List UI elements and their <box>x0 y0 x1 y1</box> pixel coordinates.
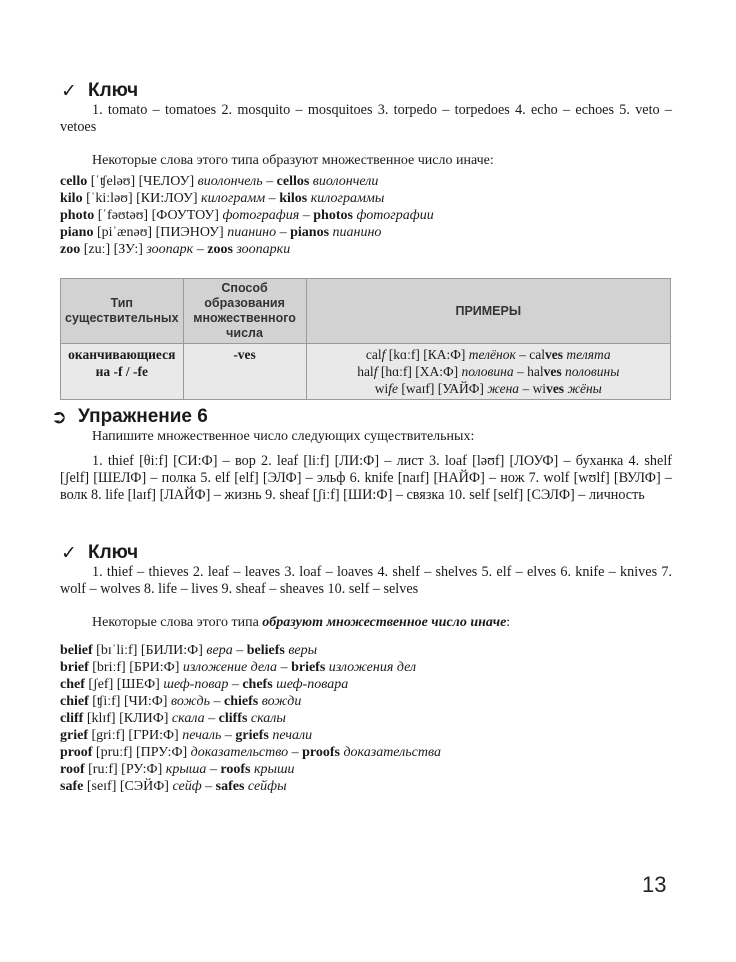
dash: – <box>201 779 216 794</box>
example-transcription: [waɪf] [УАЙФ] <box>397 381 488 396</box>
exercise-section <box>50 406 672 505</box>
table-header-row <box>61 279 671 344</box>
exception-list-2 <box>60 642 672 795</box>
rule-table <box>60 278 671 400</box>
plural-word: roofs <box>220 762 251 777</box>
word: proof <box>60 745 93 760</box>
translation: вера <box>206 643 233 658</box>
translation: сейф <box>172 779 202 794</box>
key-heading-2 <box>60 542 672 564</box>
word: cello <box>60 174 88 189</box>
plural-word: cliffs <box>218 711 248 726</box>
plural-word: kilos <box>279 191 308 206</box>
example-transcription: [kɑːf] [КА:Ф] <box>385 347 469 362</box>
plural-translation: сейфы <box>244 779 287 794</box>
note-intro-1: Некоторые слова этого типа образуют множественное число иначе: <box>92 153 494 168</box>
dash: – <box>193 242 208 257</box>
plural-word: pianos <box>290 225 330 240</box>
dash: – <box>210 694 224 709</box>
list-item <box>60 224 672 241</box>
example-translation: жена <box>487 381 520 396</box>
plural-translation: изложения дел <box>325 660 417 675</box>
translation: изложение дела <box>182 660 278 675</box>
exercise-title: Упражнение 6 <box>78 406 208 427</box>
plural-translation: печали <box>268 728 313 743</box>
transcription: [ˈʧeləʊ] [ЧЕЛОУ] <box>87 174 198 189</box>
example-stem: wi <box>374 381 389 396</box>
example-plural-translation: половины <box>561 364 620 379</box>
word: photo <box>60 208 95 223</box>
transcription: [seɪf] [СЭЙФ] <box>83 779 173 794</box>
note-intro-2 <box>60 614 672 631</box>
example-ending: f <box>373 364 378 379</box>
transcription: [pruːf] [ПРУ:Ф] <box>92 745 191 760</box>
header-method: Способ образования множественного числа <box>183 279 306 344</box>
dash: – <box>277 660 292 675</box>
rule-table-wrap <box>60 278 671 400</box>
checkmark-icon: ✓ <box>61 542 77 564</box>
plural-translation: килограммы <box>307 191 385 206</box>
translation: фотография <box>222 208 300 223</box>
plural-translation: зоопарки <box>232 242 291 257</box>
cell-examples <box>306 344 670 400</box>
note-section-1 <box>60 152 672 258</box>
plural-translation: вожди <box>258 694 302 709</box>
list-item <box>60 659 672 676</box>
plural-translation: фотографии <box>352 208 434 223</box>
list-item <box>60 207 672 224</box>
example-line <box>311 380 666 397</box>
dash: – <box>232 643 247 658</box>
example-plural-ending: ves <box>546 381 565 396</box>
plural-word: photos <box>313 208 353 223</box>
word: belief <box>60 643 93 658</box>
exercise-text: 1. thief [θiːf] [СИ:Ф] – вор 2. leaf [liːf] [ЛИ:Ф] – лист 3. loaf [ləʊf] [ЛОУФ] – буханка 4. shelf [ʃelf] [ШЕЛФ] – полка 5. elf [elf] [ЭЛФ] – эльф 6. knife [naɪf] [НАЙФ] – нож 7. wolf [wʊlf] [ВУЛФ] – волк 8. life [laɪf] [ЛАЙФ] – жизнь 9. sheaf [ʃiːf] [ШИ:Ф] – связка 10. self [self] [СЭЛФ] – личность <box>60 453 672 504</box>
example-ending: fe <box>388 381 398 396</box>
translation: вождь <box>170 694 210 709</box>
example-transcription: [hɑːf] [ХА:Ф] <box>377 364 462 379</box>
key-title-1: Ключ <box>88 80 139 101</box>
key-section-2 <box>60 542 672 598</box>
dash: – <box>276 225 291 240</box>
example-line <box>311 363 666 380</box>
example-stem: hal <box>357 364 374 379</box>
transcription: [zuː] [ЗУ:] <box>80 242 147 257</box>
plural-word: chefs <box>242 677 273 692</box>
note-section-2 <box>60 614 672 795</box>
translation: килограмм <box>201 191 266 206</box>
word: brief <box>60 660 89 675</box>
plural-translation: шеф-повара <box>272 677 349 692</box>
example-translation: половина <box>461 364 514 379</box>
dash: – <box>262 174 277 189</box>
transcription: [ˈfəʊtəʊ] [ФОУТОУ] <box>94 208 223 223</box>
plural-word: safes <box>215 779 245 794</box>
exception-list-1 <box>60 173 672 258</box>
plural-translation: пианино <box>329 225 382 240</box>
transcription: [ʃef] [ШЕФ] <box>84 677 164 692</box>
plural-word: briefs <box>291 660 326 675</box>
transcription: [klɪf] [КЛИФ] <box>83 711 172 726</box>
example-ending: f <box>381 347 386 362</box>
intro-end: : <box>506 615 511 630</box>
list-item <box>60 744 672 761</box>
intro-emphasis: образуют множественное число иначе <box>262 615 507 630</box>
list-item <box>60 190 672 207</box>
key-section-1 <box>60 80 672 136</box>
word: safe <box>60 779 84 794</box>
key-answers-2: 1. thief – thieves 2. leaf – leaves 3. loaf – loaves 4. shelf – shelves 5. elf – elves 6. knife – knives 7. wolf – wolves 8. life – lives 9. sheaf – sheaves 10. self – selves <box>60 564 672 598</box>
plural-translation: веры <box>284 643 318 658</box>
key-title-2: Ключ <box>88 542 139 563</box>
list-item <box>60 778 672 795</box>
transcription: [ʧiːf] [ЧИ:Ф] <box>88 694 171 709</box>
translation: виолончель <box>197 174 263 189</box>
word: chef <box>60 677 85 692</box>
example-translation: телёнок <box>468 347 516 362</box>
plural-word: griefs <box>235 728 269 743</box>
transcription: [briːf] [БРИ:Ф] <box>88 660 183 675</box>
dash: – <box>288 745 303 760</box>
transcription: [piˈænəʊ] [ПИЭНОУ] <box>93 225 228 240</box>
plural-word: proofs <box>302 745 340 760</box>
example-plural-translation: телята <box>563 347 611 362</box>
plural-word: cellos <box>276 174 310 189</box>
word: zoo <box>60 242 81 257</box>
plural-translation: виолончели <box>309 174 379 189</box>
plural-translation: скалы <box>247 711 286 726</box>
word: cliff <box>60 711 84 726</box>
plural-translation: крыши <box>250 762 295 777</box>
translation: крыша <box>165 762 207 777</box>
dash: – <box>265 191 280 206</box>
transcription: [ˈkiːləʊ] [КИ:ЛОУ] <box>82 191 202 206</box>
transcription: [griːf] [ГРИ:Ф] <box>87 728 183 743</box>
example-line <box>311 346 666 363</box>
key-answers-1: 1. tomato – tomatoes 2. mosquito – mosquitoes 3. torpedo – torpedoes 4. echo – echoes 5. veto – vetoes <box>60 102 672 136</box>
list-item <box>60 241 672 258</box>
plural-translation: доказательства <box>339 745 441 760</box>
word: kilo <box>60 191 83 206</box>
list-item <box>60 761 672 778</box>
translation: скала <box>171 711 205 726</box>
cell-type: оканчивающиеся на -f / -fe <box>61 344 184 400</box>
word: roof <box>60 762 85 777</box>
word: chief <box>60 694 89 709</box>
example-stem: cal <box>365 347 382 362</box>
translation: доказательство <box>190 745 289 760</box>
example-plural-stem: – hal <box>513 364 544 379</box>
list-item <box>60 173 672 190</box>
example-plural-ending: ves <box>543 364 562 379</box>
transcription: [ruːf] [РУ:Ф] <box>84 762 166 777</box>
example-plural-stem: – cal <box>515 347 546 362</box>
intro-start: Некоторые слова этого типа <box>92 615 263 630</box>
header-type: Тип существительных <box>61 279 184 344</box>
list-item <box>60 676 672 693</box>
word: piano <box>60 225 94 240</box>
checkmark-icon: ✓ <box>61 80 77 102</box>
key-heading-1 <box>60 80 672 102</box>
plural-word: beliefs <box>246 643 285 658</box>
transcription: [bɪˈliːf] [БИЛИ:Ф] <box>92 643 207 658</box>
dash: – <box>228 677 243 692</box>
translation: печаль <box>182 728 222 743</box>
translation: шеф-повар <box>163 677 229 692</box>
cell-method: -ves <box>183 344 306 400</box>
example-plural-stem: – wi <box>519 381 547 396</box>
plural-word: chiefs <box>224 694 259 709</box>
translation: пианино <box>227 225 277 240</box>
example-plural-translation: жёны <box>564 381 602 396</box>
list-item <box>60 693 672 710</box>
exercise-instruction: Напишите множественное число следующих существительных: <box>92 429 475 444</box>
translation: зоопарк <box>146 242 194 257</box>
table-row <box>61 344 671 400</box>
word: grief <box>60 728 88 743</box>
dash: – <box>221 728 236 743</box>
exercise-heading <box>50 406 672 428</box>
header-examples: ПРИМЕРЫ <box>306 279 670 344</box>
page-number: 13 <box>642 872 667 897</box>
arrow-icon: ➲ <box>51 406 67 428</box>
list-item <box>60 727 672 744</box>
dash: – <box>299 208 314 223</box>
list-item <box>60 710 672 727</box>
dash: – <box>204 711 219 726</box>
plural-word: zoos <box>207 242 233 257</box>
dash: – <box>206 762 221 777</box>
example-plural-ending: ves <box>545 347 564 362</box>
list-item <box>60 642 672 659</box>
